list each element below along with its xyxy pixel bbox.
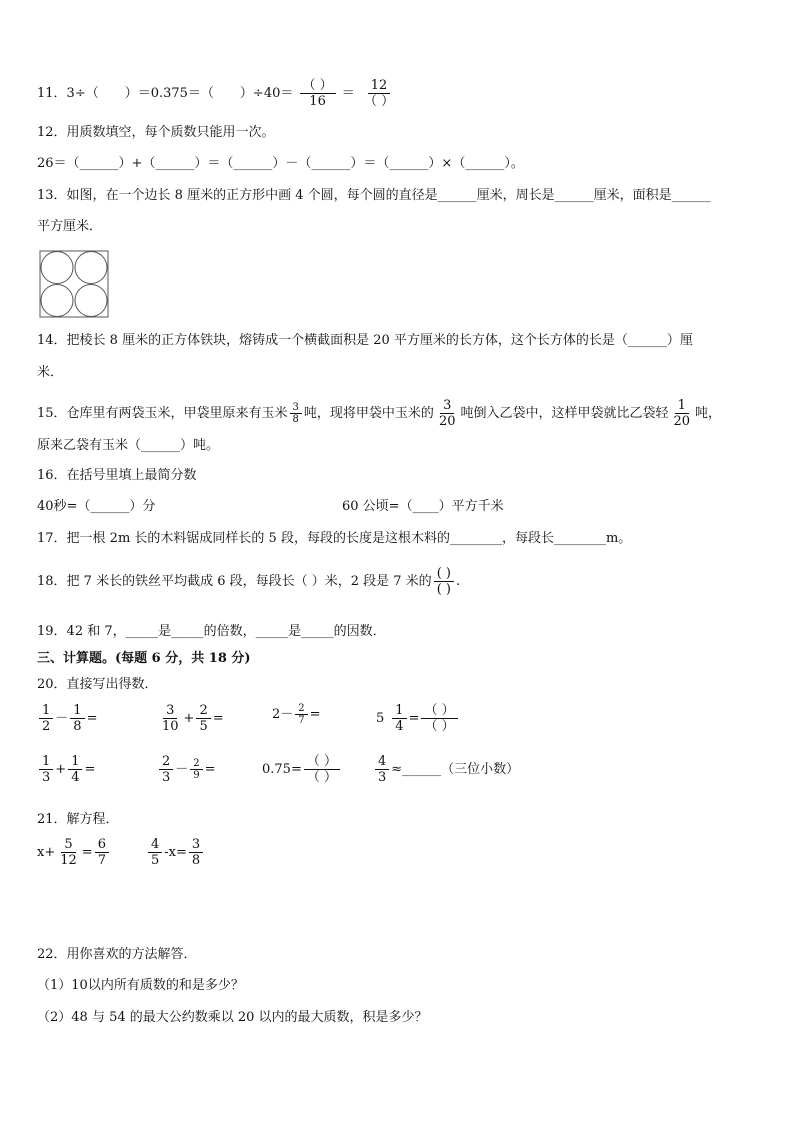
question-17: 17．把一根 2m 长的木料锯成同样长的 5 段，每段的长度是这根木料的________，每段长________m。 xyxy=(37,531,632,546)
question-16-prompt: 16．在括号里填上最简分数 xyxy=(37,468,197,483)
q20-r1-d: 5 $\frac{1}{4}$ = $\frac{( )}{( )}$ xyxy=(376,703,460,734)
q15-fraction-3: $\frac{1}{20}$ xyxy=(673,398,691,429)
question-12-line: 26＝（______）+（______）＝（______）－（______）＝（______）×（______）。 xyxy=(37,156,524,171)
question-18: 18．把 7 米长的铁丝平均截成 6 段，每段长（ ）米，2 段是 7 米的 $\frac{( )}{( )}$ . xyxy=(37,566,461,597)
question-15-line1: 15．仓库里有两袋玉米，甲袋里原来有玉米 $\frac{3}{8}$ 吨，现将甲袋中玉米的 $\frac{3}{20}$ 吨倒入乙袋中，这样甲袋就比乙袋轻 $\frac{1}{20}$ 吨， xyxy=(37,398,722,429)
question-15-line2: 原来乙袋有玉米（______）吨。 xyxy=(37,438,220,453)
question-19: 19．42 和 7，_____是_____的倍数，_____是_____的因数． xyxy=(37,624,386,639)
question-21-prompt: 21．解方程． xyxy=(37,812,119,827)
question-22-sub-2: （2）48 与 54 的最大公约数乘以 20 以内的最大质数，积是多少？ xyxy=(37,1010,428,1025)
q11-fraction-2: $\frac{12}{( )}$ xyxy=(363,78,395,109)
question-11: 11．3÷（ ）＝0.375＝（ ）÷40＝ $\frac{( )}{16}$ ＝ $\frac{12}{( )}$ xyxy=(37,78,399,109)
q15-fraction-1: $\frac{3}{8}$ xyxy=(290,402,302,425)
q20-r2-d: $\frac{4}{3}$ ≈______（三位小数） xyxy=(373,754,519,785)
section-3-heading: 三、计算题。(每题 6 分，共 18 分) xyxy=(37,651,251,666)
question-20-prompt: 20．直接写出得数． xyxy=(37,677,158,692)
q21-equation-2: $\frac{4}{5}$ -x= $\frac{3}{8}$ xyxy=(146,837,205,868)
q20-r2-c: 0.75= $\frac{( )}{( )}$ xyxy=(262,754,342,785)
q20-r1-a: $\frac{1}{2}$ － $\frac{1}{8}$ = xyxy=(37,703,97,734)
q18-fraction: $\frac{( )}{( )}$ xyxy=(434,566,454,597)
question-16-part-b: 60 公顷=（____）平方千米 xyxy=(342,499,504,514)
question-13-line2: 平方厘米． xyxy=(37,219,103,234)
question-22-sub-1: （1）10以内所有质数的和是多少？ xyxy=(37,978,244,993)
q15-fraction-2: $\frac{3}{20}$ xyxy=(438,398,456,429)
question-22-prompt: 22．用你喜欢的方法解答． xyxy=(37,947,197,962)
question-14-line1: 14．把棱长 8 厘米的正方体铁块，熔铸成一个横截面积是 20 平方厘米的长方体，这个长方体的长是（______）厘 xyxy=(37,333,693,348)
square-four-circles-figure xyxy=(39,250,109,322)
question-14-line2: 米． xyxy=(37,365,64,380)
q20-r2-b: $\frac{2}{3}$ － $\frac{2}{9}$ = xyxy=(157,754,216,785)
q11-text: 11．3÷（ ）＝0.375＝（ ）÷40＝ xyxy=(37,86,294,101)
q20-r1-b: $\frac{3}{10}$ + $\frac{2}{5}$ = xyxy=(162,703,224,734)
q11-fraction-1: $\frac{( )}{16}$ xyxy=(300,78,336,109)
q20-r2-a: $\frac{1}{3}$ + $\frac{1}{4}$ = xyxy=(37,754,95,785)
question-13-line1: 13．如图，在一个边长 8 厘米的正方形中画 4 个圆，每个圆的直径是______厘米，周长是______厘米，面积是______ xyxy=(37,188,711,203)
q21-equation-1: x+ $\frac{5}{12}$ = $\frac{6}{7}$ xyxy=(37,837,111,868)
question-16-part-a: 40秒=（______）分 xyxy=(37,499,156,514)
q20-r1-c: 2－ $\frac{2}{7}$ = xyxy=(272,703,321,726)
question-12-prompt: 12．用质数填空，每个质数只能用一次。 xyxy=(37,125,275,140)
